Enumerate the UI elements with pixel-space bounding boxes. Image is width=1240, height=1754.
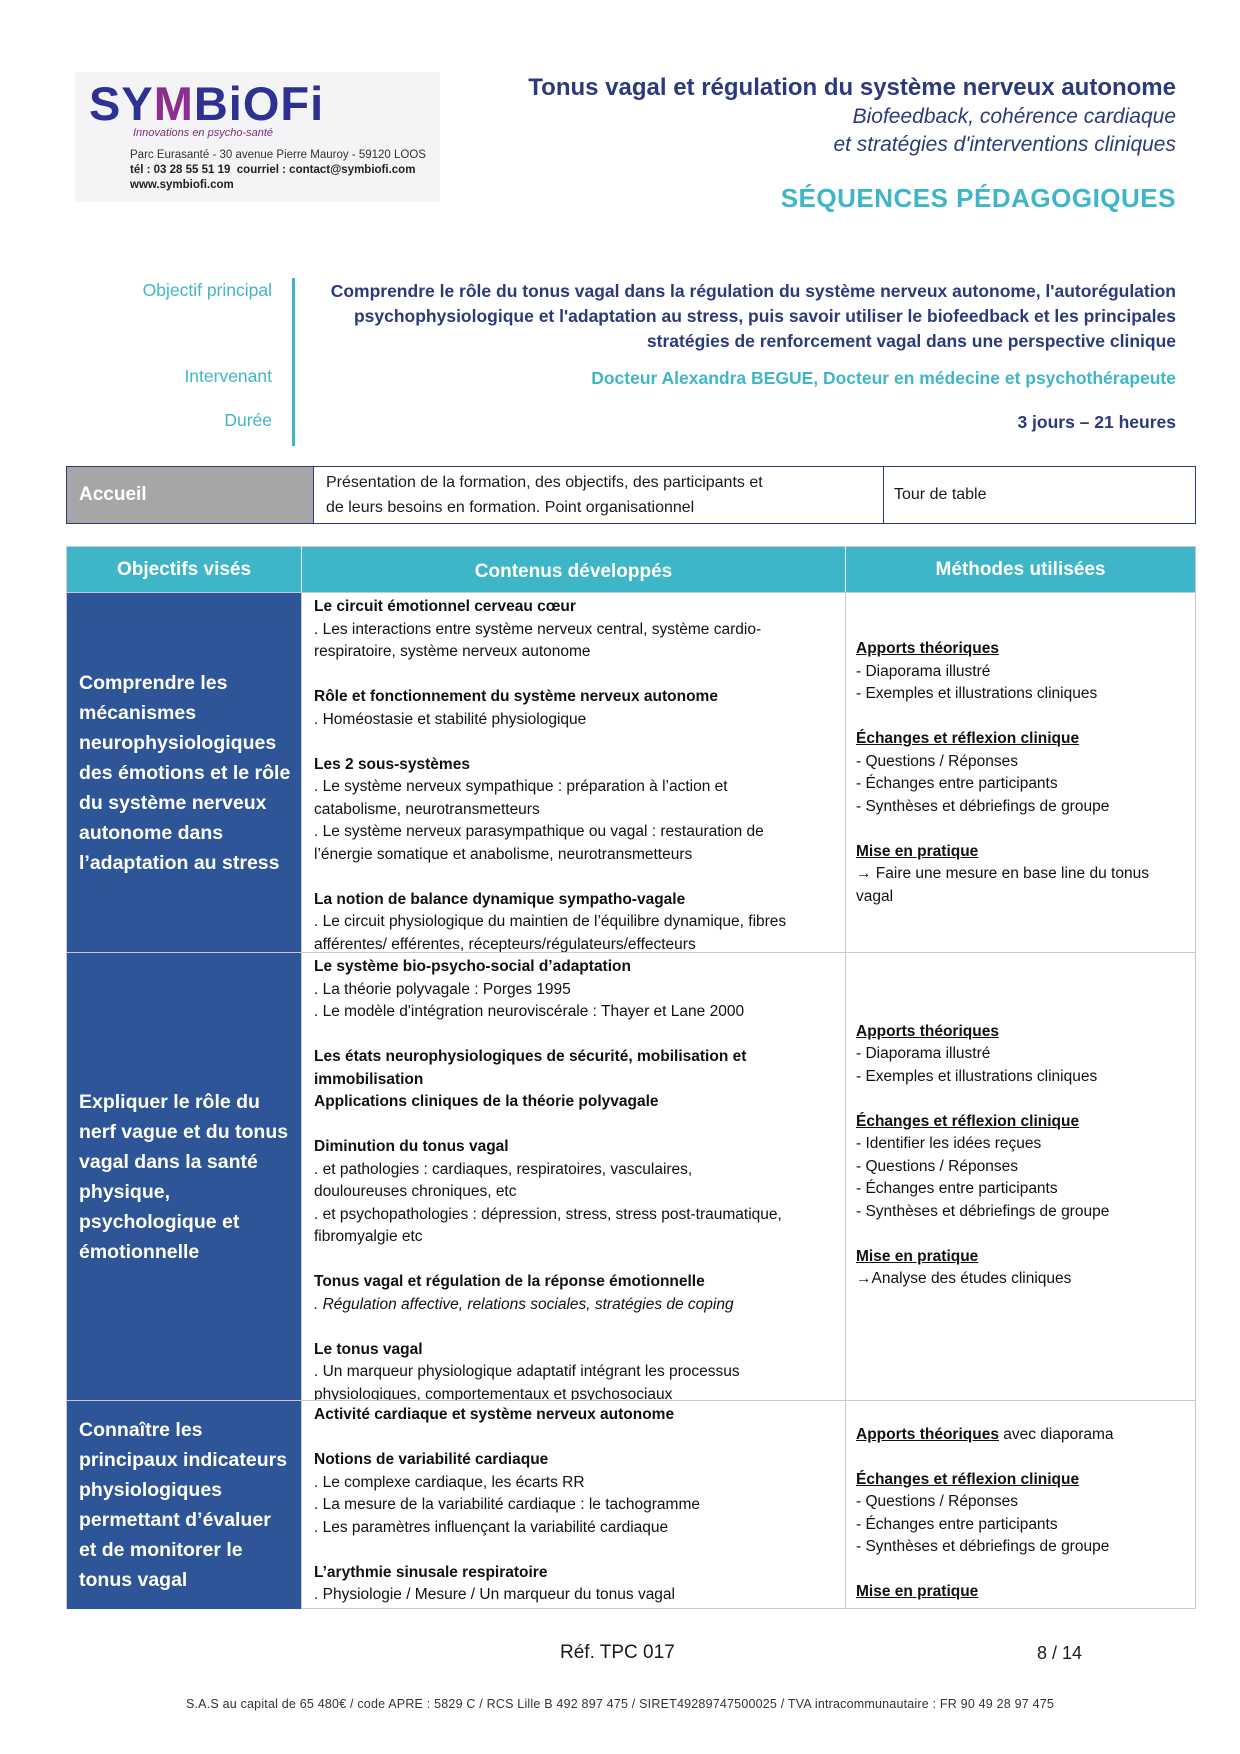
content-heading: Applications cliniques de la théorie polyvagale bbox=[314, 1093, 659, 1110]
content-heading: Diminution du tonus vagal bbox=[314, 1138, 509, 1155]
document-title: Tonus vagal et régulation du système nerveux autonome bbox=[528, 74, 1176, 101]
method-line: - Diaporama illustré bbox=[856, 662, 991, 680]
content-heading: Tonus vagal et régulation de la réponse émotionnelle bbox=[314, 1273, 705, 1290]
spacer bbox=[856, 1088, 1195, 1111]
content-heading: Le circuit émotionnel cerveau cœur bbox=[314, 598, 576, 615]
row-content bbox=[301, 593, 846, 953]
content-heading: Les états neurophysiologiques de sécurité, mobilisation et bbox=[314, 1048, 747, 1065]
content-heading: Le tonus vagal bbox=[314, 1340, 423, 1358]
spacer bbox=[314, 1316, 845, 1339]
spacer bbox=[314, 1114, 845, 1137]
table-row bbox=[67, 1400, 1195, 1609]
content-line: l’énergie somatique et anabolisme, neurotransmetteurs bbox=[314, 845, 693, 863]
method-line: - Échanges entre participants bbox=[856, 1180, 1058, 1197]
spacer bbox=[314, 664, 845, 687]
content-heading: Les 2 sous-systèmes bbox=[314, 755, 470, 773]
content-line: afférentes/ efférentes, récepteurs/régulateurs/effecteurs bbox=[314, 935, 696, 953]
row-content bbox=[301, 1401, 846, 1609]
legal-footer: S.A.S au capital de 65 480€ / code APRE : 5829 C / RCS Lille B 492 897 475 / SIRET49289747500025 / TVA intracommunautaire : FR 90 49 28 97 475 bbox=[185, 1697, 1055, 1711]
content-line: . Le système nerveux sympathique : préparation à l’action et bbox=[314, 778, 728, 795]
label-duration: Durée bbox=[224, 410, 272, 430]
method-line: - Questions / Réponses bbox=[856, 1493, 1018, 1510]
table-row bbox=[67, 592, 1195, 953]
row-objective: Comprendre les mécanismes neurophysiologiques des émotions et le rôle du système nerveux autonome dans l’adaptation au stress bbox=[67, 593, 301, 953]
header-objectives: Objectifs visés bbox=[67, 547, 301, 592]
method-line: - Exemples et illustrations cliniques bbox=[856, 685, 1098, 702]
logo-tagline: Innovations en psycho-santé bbox=[133, 127, 274, 139]
content-heading: Rôle et fonctionnement du système nerveux autonome bbox=[314, 688, 718, 705]
speaker-name: Docteur Alexandra BEGUE, Docteur en médecine et psychothérapeute bbox=[591, 368, 1176, 388]
section-heading: SÉQUENCES PÉDAGOGIQUES bbox=[780, 183, 1176, 213]
spacer bbox=[314, 1249, 845, 1272]
accueil-table bbox=[66, 466, 1196, 524]
method-heading: Échanges et réflexion clinique bbox=[856, 1112, 1080, 1130]
method-heading: Mise en pratique bbox=[856, 1583, 979, 1600]
company-email: courriel : contact@symbiofi.com bbox=[236, 164, 416, 176]
row-methods bbox=[846, 953, 1195, 1401]
content-line: . Régulation affective, relations sociales, stratégies de coping bbox=[314, 1295, 734, 1313]
document-subtitle: Biofeedback, cohérence cardiaque et stratégies d'interventions cliniques bbox=[833, 105, 1176, 156]
header-contents: Contenus développés bbox=[302, 547, 845, 592]
company-address-block bbox=[130, 148, 426, 193]
duration-value: 3 jours – 21 heures bbox=[1017, 412, 1176, 432]
content-line: . Le système nerveux parasympathique ou vagal : restauration de bbox=[314, 823, 764, 840]
method-line: - Questions / Réponses bbox=[856, 1157, 1018, 1175]
row-methods bbox=[846, 1401, 1195, 1609]
method-line: - Identifier les idées reçues bbox=[856, 1135, 1042, 1152]
spacer bbox=[856, 706, 1195, 729]
content-heading: La notion de balance dynamique sympatho-vagale bbox=[314, 890, 686, 908]
content-line: . La mesure de la variabilité cardiaque : le tachogramme bbox=[314, 1496, 700, 1513]
spacer bbox=[856, 818, 1195, 841]
method-line: - Diaporama illustré bbox=[856, 1045, 991, 1062]
spacer bbox=[856, 1401, 1195, 1424]
method-heading: Mise en pratique bbox=[856, 1247, 979, 1265]
method-heading: Échanges et réflexion clinique bbox=[856, 730, 1080, 747]
company-website: www.symbiofi.com bbox=[130, 179, 234, 191]
spacer bbox=[314, 731, 845, 754]
spacer bbox=[856, 1446, 1195, 1469]
content-line: . Les interactions entre système nerveux central, système cardio- bbox=[314, 620, 762, 638]
content-line: . et psychopathologies : dépression, stress, stress post-traumatique, bbox=[314, 1205, 782, 1223]
method-heading: Apports théoriques bbox=[856, 640, 999, 657]
content-heading: Activité cardiaque et système nerveux autonome bbox=[314, 1406, 675, 1423]
content-line: douloureuses chroniques, etc bbox=[314, 1183, 517, 1200]
spacer bbox=[856, 593, 1195, 616]
method-line: - Échanges entre participants bbox=[856, 775, 1058, 792]
content-line: . Le circuit physiologique du maintien de l’équilibre dynamique, fibres bbox=[314, 913, 787, 930]
spacer bbox=[314, 1024, 845, 1047]
row-objective: Expliquer le rôle du nerf vague et du tonus vagal dans la santé physique, psychologique et émotionnelle bbox=[67, 953, 301, 1401]
method-heading: Mise en pratique bbox=[856, 842, 979, 860]
spacer bbox=[314, 1427, 845, 1450]
spacer bbox=[856, 998, 1195, 1021]
method-heading: Échanges et réflexion clinique bbox=[856, 1470, 1080, 1488]
method-line: - Questions / Réponses bbox=[856, 752, 1018, 770]
header-methods: Méthodes utilisées bbox=[846, 547, 1195, 592]
content-line: . Un marqueur physiologique adaptatif intégrant les processus bbox=[314, 1363, 740, 1380]
spacer bbox=[314, 866, 845, 889]
method-line: - Exemples et illustrations cliniques bbox=[856, 1067, 1098, 1085]
sequence-table bbox=[66, 546, 1196, 1609]
content-heading: L’arythmie sinusale respiratoire bbox=[314, 1563, 548, 1581]
content-line: respiratoire, système nerveux autonome bbox=[314, 643, 591, 660]
row-content bbox=[301, 953, 846, 1401]
company-phone: tél : 03 28 55 51 19 bbox=[130, 164, 231, 176]
accueil-label: Accueil bbox=[67, 467, 314, 523]
objective-divider bbox=[292, 278, 295, 446]
main-objective-text: Comprendre le rôle du tonus vagal dans la régulation du système nerveux autonome, l'autorégulation psychophysiologique et l'adaptation au stress, puis savoir utiliser le biofeedback et les principales stratégies de renforcement vagal dans une perspective clinique bbox=[330, 281, 1176, 351]
label-speaker: Intervenant bbox=[184, 366, 272, 386]
content-line: . Physiologie / Mesure / Un marqueur du tonus vagal bbox=[314, 1586, 675, 1603]
method-heading: Apports théoriques bbox=[856, 1022, 999, 1040]
content-line: . et pathologies : cardiaques, respiratoires, vasculaires, bbox=[314, 1160, 693, 1178]
row-methods bbox=[846, 593, 1195, 953]
spacer bbox=[856, 1559, 1195, 1582]
content-line: . Le complexe cardiaque, les écarts RR bbox=[314, 1473, 585, 1491]
method-line: vagal bbox=[856, 887, 894, 905]
content-line: catabolisme, neurotransmetteurs bbox=[314, 800, 540, 818]
company-address: Parc Eurasanté - 30 avenue Pierre Mauroy - 59120 LOOS bbox=[130, 149, 426, 161]
spacer bbox=[856, 1223, 1195, 1246]
content-line: . Le modèle d'intégration neuroviscérale : Thayer et Lane 2000 bbox=[314, 1003, 745, 1020]
company-logo bbox=[75, 72, 440, 202]
accueil-content: Présentation de la formation, des objectifs, des participants et de leurs besoins en formation. Point organisationnel bbox=[314, 467, 884, 523]
content-heading: Le système bio-psycho-social d’adaptation bbox=[314, 958, 631, 975]
accueil-method: Tour de table bbox=[894, 486, 987, 503]
spacer bbox=[314, 1539, 845, 1562]
method-line: - Synthèses et débriefings de groupe bbox=[856, 1538, 1110, 1555]
method-line: →Analyse des études cliniques bbox=[856, 1270, 1072, 1287]
logo-wordmark: SYMBiOFi bbox=[89, 77, 325, 130]
content-line: physiologiques, comportementaux et psychosociaux bbox=[314, 1385, 673, 1401]
spacer bbox=[856, 976, 1195, 999]
content-heading: immobilisation bbox=[314, 1070, 424, 1088]
content-line: . La théorie polyvagale : Porges 1995 bbox=[314, 980, 571, 998]
method-line: - Synthèses et débriefings de groupe bbox=[856, 797, 1110, 815]
content-heading: Notions de variabilité cardiaque bbox=[314, 1451, 549, 1468]
spacer bbox=[856, 953, 1195, 976]
content-line: fibromyalgie etc bbox=[314, 1228, 423, 1245]
method-line: - Synthèses et débriefings de groupe bbox=[856, 1202, 1110, 1220]
content-line: . Les paramètres influençant la variabilité cardiaque bbox=[314, 1518, 669, 1536]
label-main-objective: Objectif principal bbox=[142, 280, 272, 300]
table-row bbox=[67, 952, 1195, 1401]
method-line: - Échanges entre participants bbox=[856, 1515, 1058, 1533]
page-number: 8 / 14 bbox=[1037, 1643, 1083, 1663]
method-line: → Faire une mesure en base line du tonus bbox=[856, 865, 1149, 882]
content-line: . Homéostasie et stabilité physiologique bbox=[314, 710, 587, 728]
document-reference: Réf. TPC 017 bbox=[560, 1642, 675, 1663]
method-heading: Apports théoriques avec diaporama bbox=[856, 1425, 1114, 1443]
row-objective: Connaître les principaux indicateurs physiologiques permettant d’évaluer et de monitorer le tonus vagal bbox=[67, 1401, 301, 1609]
spacer bbox=[856, 616, 1195, 639]
